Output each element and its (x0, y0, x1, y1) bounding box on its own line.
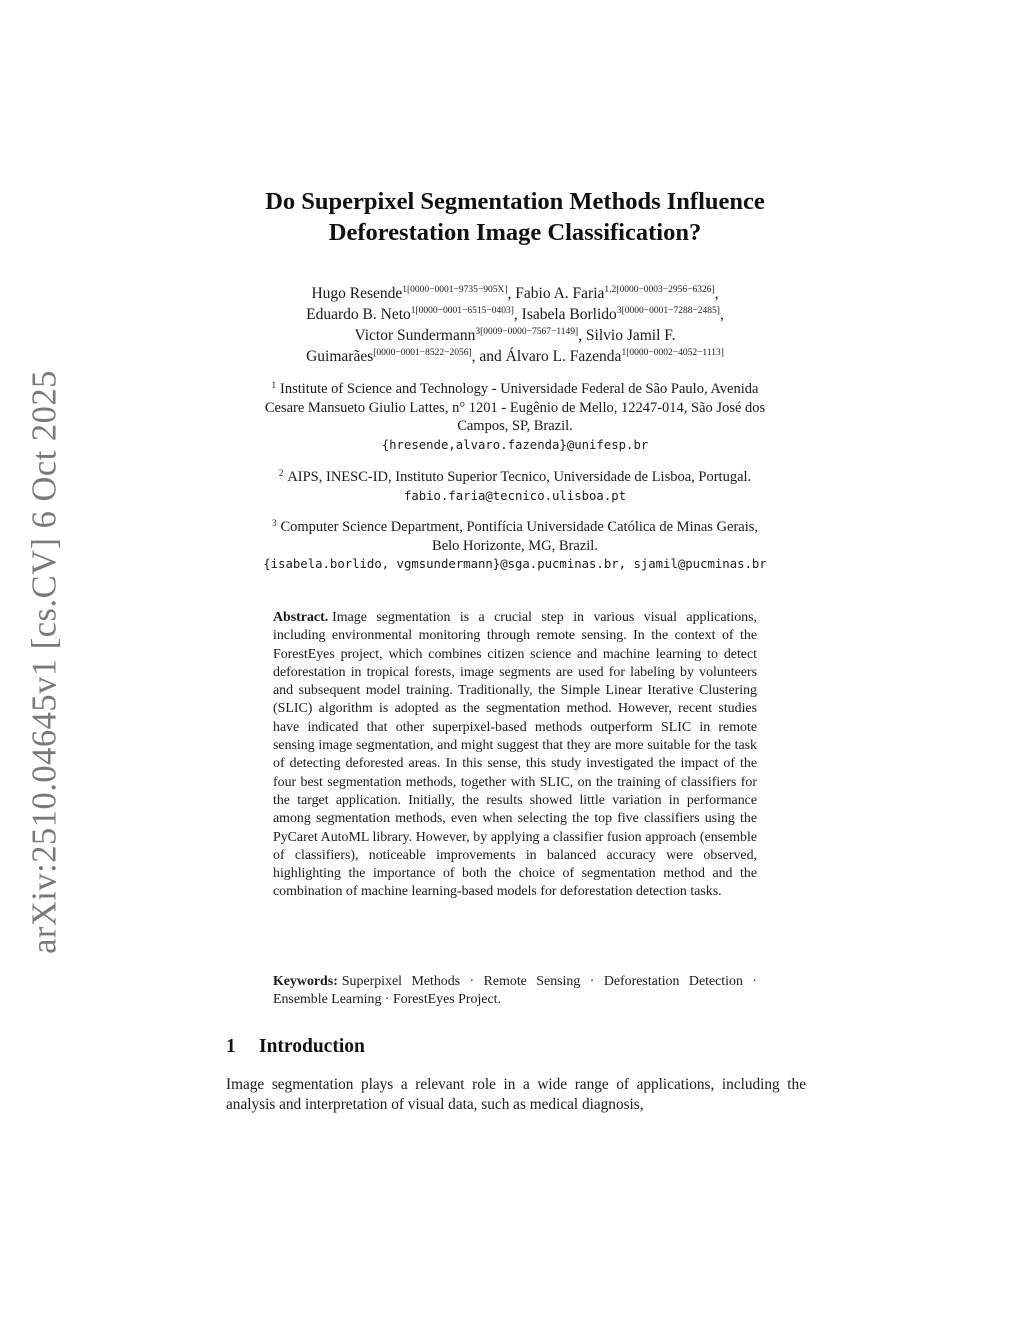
affiliation-number: 3 (271, 518, 277, 528)
author-name: Isabela Borlido (521, 306, 617, 323)
affiliation-number: 1 (271, 380, 277, 390)
paper-title (225, 186, 805, 248)
affiliation-line: Belo Horizonte, MG, Brazil. (432, 537, 598, 554)
author-line-3 (225, 325, 805, 346)
affiliation-line: Cesare Mansueto Giulio Lattes, n° 1201 - Eugênio de Mello, 12247-014, São José dos (264, 399, 766, 416)
author-name: Guimarães (306, 348, 374, 365)
author-separator: , (507, 285, 516, 302)
section-number: 1 (226, 1036, 236, 1057)
author-separator: , (719, 306, 724, 323)
section-heading (226, 1036, 365, 1058)
affiliation-email: {hresende,alvaro.fazenda}@unifesp.br (381, 437, 649, 452)
author-orcid: 1[0000−0001−6515−0403] (410, 306, 514, 316)
affiliation-text: AIPS, INESC-ID, Instituto Superior Tecnico, Universidade de Lisboa, Portugal. (287, 469, 752, 485)
author-line-4 (225, 346, 805, 367)
affiliation-email: fabio.faria@tecnico.ulisboa.pt (403, 488, 627, 503)
section-title: Introduction (259, 1036, 365, 1057)
author-list (225, 283, 805, 367)
author-name: Álvaro L. Fazenda (505, 348, 622, 365)
author-separator: , (714, 285, 719, 302)
author-separator: , (513, 306, 522, 323)
author-name: Fabio A. Faria (515, 285, 605, 302)
author-orcid: 1[0000−0001−9735−905X] (402, 285, 508, 295)
introduction-paragraph: Image segmentation plays a relevant role in a wide range of applications, including the analysis and interpretation of visual data, such as medical diagnosis, (226, 1076, 806, 1113)
author-name: Eduardo B. Neto (306, 306, 411, 323)
affiliation-1 (225, 380, 805, 454)
author-orcid: [0000−0001−8522−2056] (373, 348, 472, 358)
author-name: Hugo Resende (311, 285, 403, 302)
abstract-label: Abstract. (273, 610, 329, 625)
affiliation-email: {isabela.borlido, vgmsundermann}@sga.pucminas.br, sjamil@pucminas.br (263, 557, 767, 571)
affiliation-line (225, 380, 805, 399)
affiliation-line: Campos, SP, Brazil. (457, 418, 573, 434)
author-line-2 (225, 304, 805, 325)
keywords-text: Superpixel Methods · Remote Sensing · Deforestation Detection · Ensemble Learning · ForestEyes Project. (273, 974, 757, 1008)
author-line-1 (225, 283, 805, 304)
author-name: Silvio Jamil F. (585, 327, 676, 344)
title-line-2: Deforestation Image Classification? (328, 219, 702, 246)
author-orcid: 1,2[0000−0003−2956−6326] (604, 285, 715, 295)
author-separator: , (578, 327, 586, 344)
affiliation-2 (225, 468, 805, 505)
author-orcid: 3[0009−0000−7567−1149] (475, 327, 579, 337)
affiliation-text: Institute of Science and Technology - Universidade Federal de São Paulo, Avenida (280, 381, 759, 397)
author-orcid: 3[0000−0001−7288−2485] (616, 306, 720, 316)
title-line-1: Do Superpixel Segmentation Methods Influence (265, 188, 765, 215)
affiliation-line (225, 468, 805, 487)
abstract (273, 609, 757, 902)
abstract-text: Image segmentation is a crucial step in various visual applications, including environmental monitoring through remote sensing. In the context of the ForestEyes project, which combines citizen science and machine learning to detect deforestation in tropical forests, image segments are used for labeling by volunteers and subsequent model training. Traditionally, the Simple Linear Iterative Clustering (SLIC) algorithm is adopted as the segmentation method. However, recent studies have indicated that other superpixel-based methods outperform SLIC in remote sensing image segmentation, and might suggest that they are more suitable for the task of detecting deforested areas. In this sense, this study investigated the impact of the four best segmentation methods, together with SLIC, on the training of classifiers for the target application. Initially, the results showed little variation in performance among segmentation methods, even when selecting the top five classifiers using the PyCaret AutoML library. However, by applying a classifier fusion approach (ensemble of classifiers), noticeable improvements in balanced accuracy were observed, highlighting the importance of both the choice of segmentation method and the combination of machine learning-based models for deforestation detection tasks. (273, 610, 757, 900)
author-separator: , and (471, 348, 506, 365)
affiliation-3 (225, 518, 805, 574)
author-name: Victor Sundermann (354, 327, 476, 344)
affiliation-text: Computer Science Department, Pontifícia Universidade Católica de Minas Gerais, (280, 519, 759, 535)
arxiv-identifier: arXiv:2510.04645v1 [cs.CV] 6 Oct 2025 (25, 370, 64, 954)
affiliation-number: 2 (278, 468, 284, 478)
keywords-label: Keywords: (273, 974, 338, 989)
author-orcid: 1[0000−0002−4052−1113] (621, 348, 724, 358)
affiliation-line (225, 518, 805, 537)
keywords (273, 973, 757, 1010)
